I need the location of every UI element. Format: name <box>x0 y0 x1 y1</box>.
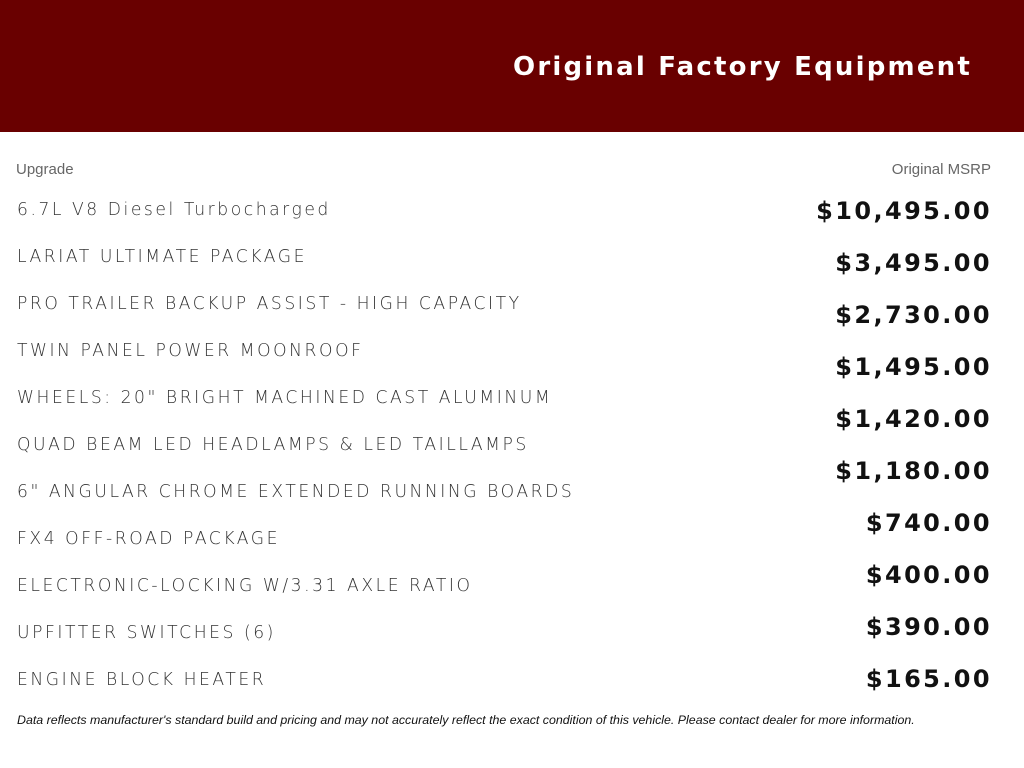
column-header-msrp: Original MSRP <box>891 161 991 178</box>
upgrade-name: ELECTRONIC-LOCKING W/3.31 AXLE RATIO <box>17 576 473 596</box>
msrp-price: $3,495.00 <box>835 249 992 277</box>
upgrade-name: PRO TRAILER BACKUP ASSIST - HIGH CAPACITY <box>17 294 522 314</box>
upgrade-name: QUAD BEAM LED HEADLAMPS & LED TAILLAMPS <box>17 435 529 455</box>
msrp-price: $165.00 <box>865 665 992 693</box>
msrp-price: $1,180.00 <box>835 457 992 485</box>
msrp-price: $1,495.00 <box>835 353 992 381</box>
upgrade-name: ENGINE BLOCK HEATER <box>17 670 267 690</box>
column-header-upgrade: Upgrade <box>16 161 74 178</box>
msrp-price: $390.00 <box>865 613 992 641</box>
upgrade-name: FX4 OFF-ROAD PACKAGE <box>17 529 281 549</box>
upgrade-name: UPFITTER SWITCHES (6) <box>17 623 276 643</box>
msrp-price: $400.00 <box>865 561 992 589</box>
msrp-price: $740.00 <box>865 509 992 537</box>
upgrade-name: LARIAT ULTIMATE PACKAGE <box>17 247 307 267</box>
upgrade-name: TWIN PANEL POWER MOONROOF <box>17 341 364 361</box>
upgrade-name: 6.7L V8 Diesel Turbocharged <box>17 200 331 220</box>
page-title: Original Factory Equipment <box>513 52 972 82</box>
upgrade-name: 6" ANGULAR CHROME EXTENDED RUNNING BOARDS <box>17 482 575 502</box>
header-banner <box>0 0 1024 132</box>
msrp-price: $10,495.00 <box>816 197 992 225</box>
upgrade-name: WHEELS: 20" BRIGHT MACHINED CAST ALUMINUM <box>17 388 553 408</box>
msrp-price: $1,420.00 <box>835 405 992 433</box>
msrp-price: $2,730.00 <box>835 301 992 329</box>
disclaimer-text: Data reflects manufacturer's standard build and pricing and may not accurately reflect the exact condition of this vehicle. Please contact dealer for more information. <box>17 713 915 727</box>
